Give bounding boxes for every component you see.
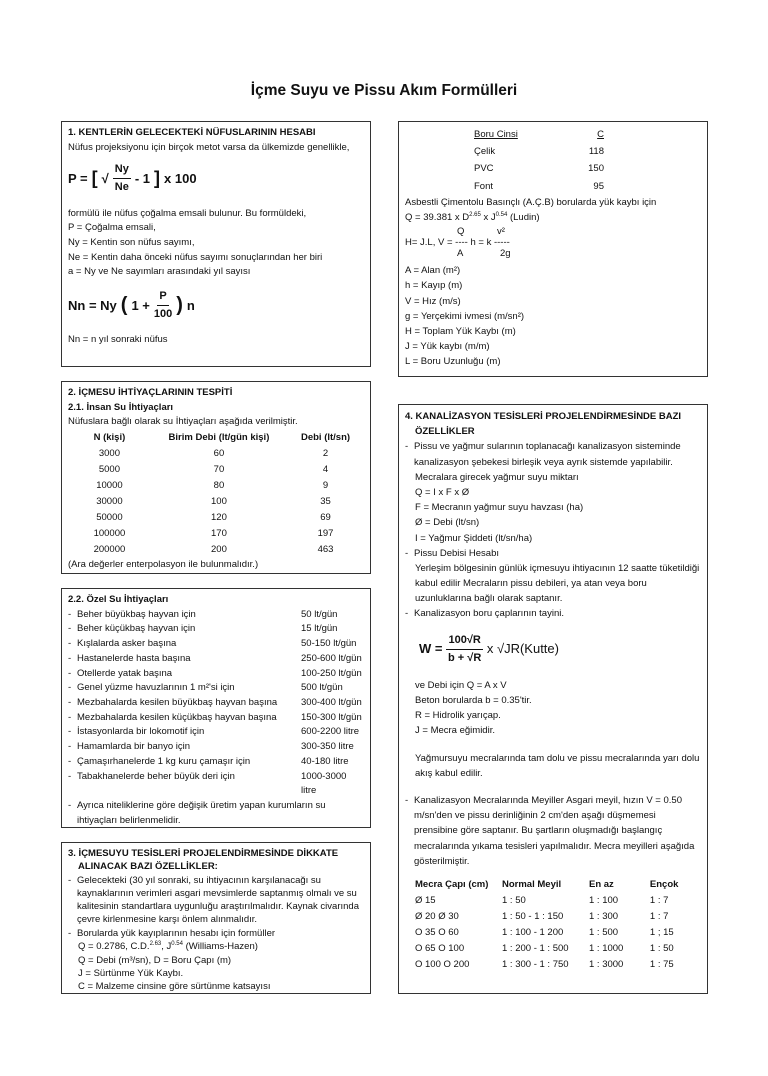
text-line: ve Debi için Q = A x V xyxy=(415,679,507,691)
section-heading: 4. KANALİZASYON TESİSLERİ PROJELENDİRMESİNDE BAZI xyxy=(405,411,682,422)
list-item: - Kanalizasyon boru çaplarının tayini. xyxy=(405,608,564,620)
list-item: - Otellerde yatak başına 100-250 lt/gün xyxy=(68,667,362,679)
table-row: O 35 O 60 1 : 100 - 1 200 1 : 500 1 ; 15 xyxy=(415,927,674,939)
column-header: Mecra Çapı (cm) xyxy=(415,879,489,891)
list-item: - Kanalizasyon Mecralarında Meyiller Asgari meyil, hızın V = 0.50 m/sn'den ve pissu derinliğinin 2 cm'den aşağı düşmemesi prensibine göre saptanır. Bu şartların oluşmadığı başlangıç mecralarında yıkama tesisleri yapılmalıdır. Mecra meyilleri aşağıda gösterilmiştir. xyxy=(405,794,695,867)
def-item: F = Mecranın yağmur suyu havzası (ha) xyxy=(415,502,584,514)
column-header: Normal Meyil xyxy=(502,879,562,891)
section-heading-cont: ÖZELLİKLER xyxy=(415,426,475,438)
table-header xyxy=(415,877,705,893)
table-row: 30000 100 35 xyxy=(96,495,331,507)
head-loss-formula: Q v² H= J.L, V = ---- h = k ----- A 2g xyxy=(405,226,511,260)
text-line: R = Hidrolik yarıçap. xyxy=(415,710,501,722)
text-block: Yerleşim bölgesinin günlük içmesuyu ihtiyacının 12 saatte tüketildiği kabul edilir Mecraların pissu debileri, ya atan veya boru uzunluklarına bağlı olarak saptanır. xyxy=(415,562,700,605)
table-row: 3000 60 2 xyxy=(98,447,329,459)
table-row: O 100 O 200 1 : 300 - 1 : 750 1 : 3000 1 : 75 xyxy=(415,959,674,971)
def-item: h = Kayıp (m) xyxy=(405,280,463,292)
table-header xyxy=(68,430,364,446)
water-needs-table xyxy=(68,430,364,558)
table-row: Font 95 xyxy=(474,180,604,192)
list-item: - Ayrıca niteliklerine göre değişik üretim yapan kurumların su ihtiyaçları belirlenmelidir. xyxy=(68,800,326,826)
list-item: - Pissu Debisi Hesabı xyxy=(405,547,500,559)
column-header: Ençok xyxy=(649,879,679,891)
section-special-needs xyxy=(61,588,371,828)
text-line: Mecralara girecek yağmur suyu miktarı xyxy=(415,471,579,483)
table-row: 200000 200 463 xyxy=(93,543,334,555)
def-item: C = Malzeme cinsine göre sürtünme katsayısı xyxy=(78,981,271,993)
list-item: - Genel yüzme havuzlarının 1 m²'si için 500 lt/gün xyxy=(68,682,343,694)
list-item: - Gelecekteki (30 yıl sonraki, su ihtiyacının karşılanacağı su kaynaklarının verimleri asgari mevsimlerde saptanmış olmalı ve su kalitesinin standartlara uygunluğu araştırılmalıdır. Kaynak civarında çevre kirlenmesine karşı önlem alınmalıdır. xyxy=(68,874,359,926)
pipe-table xyxy=(473,126,605,195)
intro-text: Nüfuslara bağlı olarak su İhtiyaçları aşağıda verilmiştir. xyxy=(68,416,298,428)
list-item: - Borularda yük kayıplarının hesabı için formüller xyxy=(68,927,276,939)
slope-table xyxy=(415,877,705,973)
table-header xyxy=(473,126,605,143)
table-row: Ø 20 Ø 30 1 : 50 - 1 : 150 1 : 300 1 : 7 xyxy=(415,911,669,923)
kutter-formula: W = $\frac{100√R}{b + √R}$ x √JR(Kutte) xyxy=(419,633,559,665)
section-drinking-water-design xyxy=(61,842,371,994)
def-item: J = Sürtünme Yük Kaybı. xyxy=(78,967,184,979)
def-item: L = Boru Uzunluğu (m) xyxy=(405,356,501,368)
def-item: H = Toplam Yük Kaybı (m) xyxy=(405,325,516,337)
column-header: Birim Debi (lt/gün kişi) xyxy=(168,431,270,443)
def-item: Ø = Debi (lt/sn) xyxy=(415,517,480,529)
projection-formula: Nn = Ny ( 1 + $\frac{P}{100}$ ) n xyxy=(68,290,195,321)
section-pipe-coefficients xyxy=(398,121,708,377)
ludin-formula: Q = 39.381 x $D^{2.65}$ x $J^{0.54}$ (Ludin) xyxy=(405,211,540,223)
williams-hazen-formula: Q = 0.2786, C.D.$^{2.63}$, $J^{0.54}$ (Williams-Hazen) xyxy=(78,941,258,953)
def-item: Ny = Kentin son nüfus sayımı, xyxy=(68,236,195,248)
section-heading: 2. İÇMESU İHTİYAÇLARININ TESPİTİ xyxy=(68,387,233,398)
table-row: PVC 150 xyxy=(474,163,604,175)
def-item: Ne = Kentin daha önceki nüfus sayımı sonuçlarından her biri xyxy=(68,251,323,263)
def-item: J = Yük kaybı (m/m) xyxy=(405,341,490,353)
table-row: 100000 170 197 xyxy=(93,527,334,539)
asbestos-text: Asbestli Çimentolu Basınçlı (A.Ç.B) borularda yük kaybı için xyxy=(405,196,657,208)
column-header: C xyxy=(597,129,604,140)
list-item: - Pissu ve yağmur sularının toplanacağı kanalizasyon sisteminde kanalizasyon şebekesi birleşik veya ayrık sistemde yapılabilir. xyxy=(405,441,681,468)
intro-text: Nüfus projeksiyonu için birçok metot varsa da ülkemizde genellikle, xyxy=(68,141,350,153)
section-heading: 1. KENTLERİN GELECEKTEKİ NÜFUSLARININ HESABI xyxy=(68,127,316,138)
page-title: İçme Suyu ve Pissu Akım Formülleri xyxy=(250,82,518,99)
def-item: a = Ny ve Ne sayımları arasındaki yıl sayısı xyxy=(68,266,251,278)
section-heading: 3. İÇMESUYU TESİSLERİ PROJELENDİRMESİNDE DİKKATE xyxy=(68,848,339,859)
population-formula: P = [ √ $\frac{Ny}{Ne}$ - 1 ] x 100 xyxy=(68,163,197,194)
table-row: O 65 O 100 1 : 200 - 1 : 500 1 : 1000 1 : 50 xyxy=(415,943,674,955)
section-population xyxy=(61,121,371,367)
table-row: 5000 70 4 xyxy=(98,463,329,475)
text-line: Beton borularda b = 0.35'tir. xyxy=(415,695,532,706)
list-item: - Kışlalarda asker başına 50-150 lt/gün xyxy=(68,638,357,650)
formula-explanation: formülü ile nüfus çoğalma emsali bulunur. Bu formüldeki, xyxy=(68,207,307,219)
list-item: - Beher büyükbaş hayvan için 50 lt/gün xyxy=(68,608,338,620)
list-item: - İstasyonlarda bir lokomotif için 600-2200 litre xyxy=(68,726,360,738)
def-item: A = Alan (m²) xyxy=(405,265,461,277)
subsection-heading: 2.1. İnsan Su İhtiyaçları xyxy=(68,401,174,413)
def-item: P = Çoğalma emsali, xyxy=(68,222,156,234)
table-row: Ø 15 1 : 50 1 : 100 1 : 7 xyxy=(415,895,669,907)
text-line: J = Mecra eğimidir. xyxy=(415,725,495,737)
formula-line: Q = I x F x Ø xyxy=(415,486,470,498)
list-item: - Hamamlarda bir banyo için 300-350 litre xyxy=(68,741,354,753)
section-heading-cont: ALINACAK BAZI ÖZELLİKLER: xyxy=(78,861,218,873)
def-item: V = Hız (m/s) xyxy=(405,295,461,307)
table-row: Çelik 118 xyxy=(474,146,604,158)
def-item: Q = Debi (m³/sn), D = Boru Çapı (m) xyxy=(78,954,232,966)
column-header: En az xyxy=(589,879,614,891)
note-text: (Ara değerler enterpolasyon ile bulunmalıdır.) xyxy=(68,559,259,571)
def-item: g = Yerçekimi ivmesi (m/sn²) xyxy=(405,310,525,322)
def-item: I = Yağmur Şiddeti (lt/sn/ha) xyxy=(415,532,533,544)
list-item: - Tabakhanelerde beher büyük deri için 1000-3000 litre xyxy=(68,770,347,797)
footer-text: Nn = n yıl sonraki nüfus xyxy=(68,334,168,346)
column-header: Boru Cinsi xyxy=(474,129,518,140)
list-item: - Beher küçükbaş hayvan için 15 lt/gün xyxy=(68,623,338,635)
subsection-heading: 2.2. Özel Su İhtiyaçları xyxy=(68,594,169,605)
section-sewer-design xyxy=(398,404,708,994)
table-row: 50000 120 69 xyxy=(96,511,331,523)
root-symbol: √ xyxy=(101,170,109,186)
table-row: 10000 80 9 xyxy=(96,479,329,491)
list-item: - Çamaşırhanelerde 1 kg kuru çamaşır için 40-180 litre xyxy=(68,755,349,767)
list-item: - Mezbahalarda kesilen küçükbaş hayvan başına 150-300 lt/gün xyxy=(68,711,362,723)
text-block: Yağmursuyu mecralarında tam dolu ve pissu mecralarında yarı dolu akış kabul edilir. xyxy=(415,752,700,779)
column-header: N (kişi) xyxy=(93,431,126,443)
column-header: Debi (lt/sn) xyxy=(300,431,351,443)
list-item: - Hastanelerde hasta başına 250-600 lt/gün xyxy=(68,652,362,664)
section-water-needs xyxy=(61,381,371,574)
list-item: - Mezbahalarda kesilen büyükbaş hayvan başına 300-400 lt/gün xyxy=(68,697,362,709)
